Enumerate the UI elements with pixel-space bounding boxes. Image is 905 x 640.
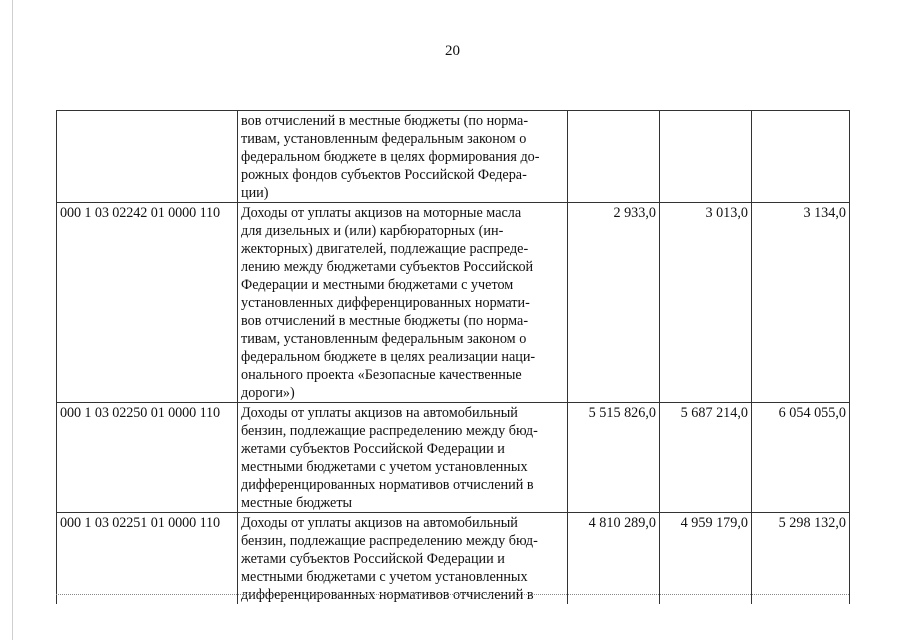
description-line: Федерации и местными бюджетами с учетом: [241, 277, 514, 293]
description-line: дороги»): [241, 385, 295, 401]
description-line: местными бюджетами с учетом установленных: [241, 569, 528, 585]
description-line: жетами субъектов Российской Федерации и: [241, 551, 505, 567]
description-line: бензин, подлежащие распределению между бюд-: [241, 533, 538, 549]
description-line: рожных фондов субъектов Российской Федера-: [241, 167, 527, 183]
description-line: дифференцированных нормативов отчислений в: [241, 477, 534, 493]
amount-year-2-cell: 5 687 214,0: [660, 403, 752, 513]
description-line: дифференцированных нормативов отчислений в: [241, 587, 534, 603]
table-row: [57, 513, 850, 605]
budget-code-cell: [57, 111, 238, 203]
amount-year-2-cell: [660, 111, 752, 203]
description-line: вов отчислений в местные бюджеты (по норма-: [241, 313, 529, 329]
description-line: федеральном бюджете в целях формирования до-: [241, 149, 540, 165]
description-cell: [238, 111, 568, 203]
description-line: местными бюджетами с учетом установленных: [241, 459, 528, 475]
amount-year-1-cell: 5 515 826,0: [568, 403, 660, 513]
amount-year-3-cell: 3 134,0: [752, 203, 850, 403]
amount-year-3-cell: [752, 111, 850, 203]
description-line: тивам, установленным федеральным законом о: [241, 131, 527, 147]
description-line: онального проекта «Безопасные качественные: [241, 367, 522, 383]
description-line: лению между бюджетами субъектов Российской: [241, 259, 534, 275]
table-row: [57, 203, 850, 403]
description-line: Доходы от уплаты акцизов на автомобильный: [241, 515, 518, 531]
description-line: ции): [241, 185, 269, 201]
budget-code-cell: 000 1 03 02242 01 0000 110: [57, 203, 238, 403]
description-cell: [238, 203, 568, 403]
description-line: федеральном бюджете в целях реализации наци-: [241, 349, 536, 365]
description-line: Доходы от уплаты акцизов на автомобильный: [241, 405, 518, 421]
description-line: жекторных) двигателей, подлежащие распреде-: [241, 241, 529, 257]
budget-code-cell: 000 1 03 02251 01 0000 110: [57, 513, 238, 605]
description-line: бензин, подлежащие распределению между бюд-: [241, 423, 538, 439]
description-cell: [238, 403, 568, 513]
page-cut-line: [56, 594, 849, 596]
amount-year-1-cell: 2 933,0: [568, 203, 660, 403]
amount-year-1-cell: 4 810 289,0: [568, 513, 660, 605]
table-row: [57, 111, 850, 203]
description-line: установленных дифференцированных нормати-: [241, 295, 530, 311]
description-line: жетами субъектов Российской Федерации и: [241, 441, 505, 457]
amount-year-2-cell: 3 013,0: [660, 203, 752, 403]
description-line: Доходы от уплаты акцизов на моторные масла: [241, 205, 522, 221]
budget-code-cell: 000 1 03 02250 01 0000 110: [57, 403, 238, 513]
description-line: местные бюджеты: [241, 495, 353, 511]
revenue-table: [56, 110, 850, 604]
amount-year-3-cell: 6 054 055,0: [752, 403, 850, 513]
description-cell: [238, 513, 568, 605]
amount-year-3-cell: 5 298 132,0: [752, 513, 850, 605]
amount-year-1-cell: [568, 111, 660, 203]
table-body: [57, 111, 850, 605]
description-line: вов отчислений в местные бюджеты (по норма-: [241, 113, 529, 129]
description-line: для дизельных и (или) карбюраторных (ин-: [241, 223, 504, 239]
amount-year-2-cell: 4 959 179,0: [660, 513, 752, 605]
page-number: 20: [445, 43, 460, 59]
description-line: тивам, установленным федеральным законом о: [241, 331, 527, 347]
scan-edge-line: [12, 0, 13, 640]
table-row: [57, 403, 850, 513]
